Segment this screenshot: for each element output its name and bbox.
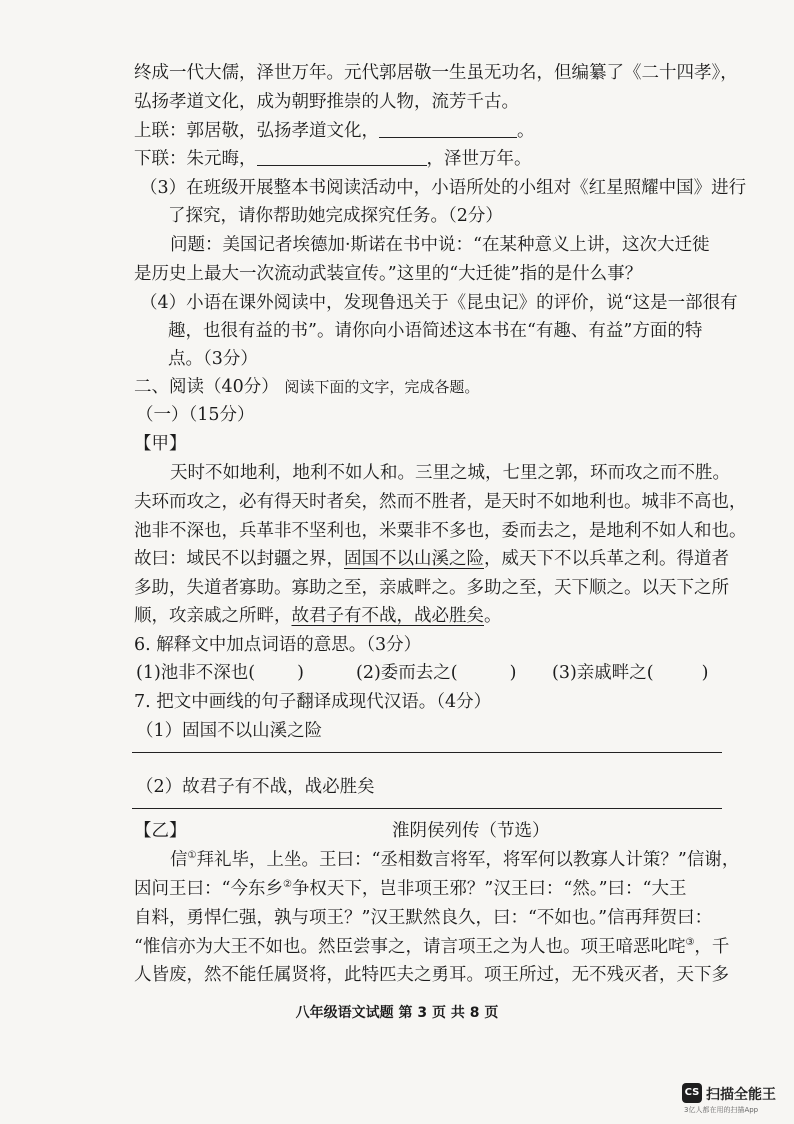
passage-jia-line-6c: 。 bbox=[484, 606, 502, 626]
passage-yi-line-4b: ，千 bbox=[694, 937, 730, 957]
passage-yi-line-2b: 争权天下，岂非项王邪？”汉王曰：“然。”曰：“大王 bbox=[291, 879, 687, 899]
passage-yi-line-2 bbox=[134, 876, 686, 902]
question-6-prompt: 6. 解释文中加点词语的意思。（3分） bbox=[134, 635, 422, 655]
underlined-sentence-2: 故君子有不战，战必胜矣 bbox=[291, 606, 484, 626]
question-6-item-3 bbox=[552, 660, 708, 686]
passage-jia-line-3: 池非不深也，兵革非不坚利也，米粟非不多也，委而去之，是地利不如人和也。 bbox=[134, 521, 747, 541]
question-4-line-2: 趣，也很有益的书”。请你向小语简述这本书在“有趣、有益”方面的特 bbox=[168, 321, 703, 341]
passage-jia-line-4 bbox=[134, 546, 729, 572]
passage-yi-line-5: 人皆废，然不能任属贤将，此特匹夫之勇耳。项王所过，无不残灭者，天下多 bbox=[134, 965, 729, 985]
scanner-app-slogan: 3亿人都在用的扫描App bbox=[684, 1106, 759, 1114]
couplet-upper-blank[interactable] bbox=[379, 119, 517, 138]
question-7-prompt: 7. 把文中画线的句子翻译成现代汉语。（4分） bbox=[134, 692, 492, 712]
question-4-line-1: （4）小语在课外阅读中，发现鲁迅关于《昆虫记》的评价，说“这是一部很有 bbox=[140, 293, 738, 313]
couplet-lower-label: 下联：朱元晦， bbox=[134, 149, 257, 169]
question-3-line-1: （3）在班级开展整本书阅读活动中，小语所处的小组对《红星照耀中国》进行 bbox=[140, 178, 747, 198]
passage-yi-line-1a: 信 bbox=[170, 850, 188, 870]
passage-yi-line-1b: 拜礼毕，上坐。王曰：“丞相数言将军，将军何以教寡人计策？”信谢， bbox=[196, 850, 740, 870]
text-line-1: 终成一代大儒，泽世万年。元代郭居敬一生虽无功名，但编纂了《二十四孝》， bbox=[134, 63, 738, 83]
text-line-2: 弘扬孝道文化，成为朝野推崇的人物，流芳千古。 bbox=[134, 92, 519, 112]
answer-line-1[interactable] bbox=[132, 752, 722, 753]
passage-yi-line-4a: “惟信亦为大王不如也。然臣尝事之，请言项王之为人也。项王喑恶叱咤 bbox=[134, 937, 686, 957]
passage-yi-line-1 bbox=[170, 847, 739, 873]
section-2-instruction: 阅读下面的文字，完成各题。 bbox=[284, 378, 480, 396]
passage-jia-label: 【甲】 bbox=[134, 434, 187, 454]
footnote-marker-1: ① bbox=[187, 850, 197, 862]
footnote-marker-2: ② bbox=[282, 879, 292, 891]
couplet-upper bbox=[134, 118, 535, 144]
question-6-item-3-close: ) bbox=[701, 663, 709, 683]
question-7-item-2: （2）故君子有不战，战必胜矣 bbox=[136, 777, 375, 797]
scanner-watermark bbox=[682, 1083, 786, 1117]
question-3-line-2: 了探究，请你帮助她完成探究任务。（2分） bbox=[168, 206, 503, 226]
camscanner-icon: CS bbox=[682, 1083, 702, 1103]
couplet-lower-end: ，泽世万年。 bbox=[426, 149, 532, 169]
question-6-item-1-text: (1)池非不深也( bbox=[136, 663, 256, 683]
passage-yi-title: 淮阴侯列传（节选） bbox=[392, 821, 550, 841]
question-6-item-1-close: ) bbox=[297, 663, 304, 683]
passage-yi-line-4 bbox=[134, 934, 729, 960]
answer-line-2[interactable] bbox=[132, 808, 722, 809]
section-2-heading bbox=[134, 374, 479, 400]
page-footer: 八年级语文试题 第 3 页 共 8 页 bbox=[295, 1005, 499, 1021]
passage-jia-line-4c: ，威天下不以兵革之利。得道者 bbox=[484, 549, 729, 569]
question-6-item-2-text: (2)委而去之( bbox=[356, 663, 458, 683]
question-7-item-1: （1）固国不以山溪之险 bbox=[136, 721, 323, 741]
passage-jia-line-2: 夫环而攻之，必有得天时者矣，然而不胜者，是天时不如地利也。城非不高也， bbox=[134, 492, 747, 512]
passage-jia-line-4a: 故曰：域民不以封疆之界， bbox=[134, 549, 344, 569]
passage-jia-line-5: 多助，失道者寡助。寡助之至，亲戚畔之。多助之至，天下顺之。以天下之所 bbox=[134, 578, 729, 598]
section-2-title: 二、阅读（40分） bbox=[134, 377, 279, 397]
couplet-lower bbox=[134, 146, 532, 172]
question-6-item-1 bbox=[136, 660, 304, 686]
question-4-line-3: 点。（3分） bbox=[168, 349, 258, 369]
passage-yi-line-3: 自料，勇悍仁强，孰与项王？”汉王默然良久，曰：“不如也。”信再拜贺曰： bbox=[134, 908, 713, 928]
couplet-upper-label: 上联：郭居敬，弘扬孝道文化， bbox=[134, 121, 379, 141]
question-6-item-2-close: ) bbox=[509, 663, 517, 683]
couplet-lower-blank[interactable] bbox=[257, 147, 427, 166]
footnote-marker-3: ③ bbox=[685, 937, 695, 949]
question-3-problem-line-1: 问题：美国记者埃德加·斯诺在书中说：“在某种意义上讲，这次大迁徙 bbox=[170, 235, 710, 255]
passage-yi-line-2a: 因问王曰：“今东乡 bbox=[134, 879, 283, 899]
scanner-app-name: 扫描全能王 bbox=[706, 1087, 776, 1103]
passage-jia-line-6a: 顺，攻亲戚之所畔， bbox=[134, 606, 292, 626]
passage-jia-line-6 bbox=[134, 603, 502, 629]
part-1-heading: （一）（15分） bbox=[136, 405, 255, 425]
passage-jia-line-1: 天时不如地利，地利不如人和。三里之城，七里之郭，环而攻之而不胜。 bbox=[170, 463, 730, 483]
underlined-sentence-1: 固国不以山溪之险 bbox=[344, 549, 484, 569]
question-6-item-2 bbox=[356, 660, 516, 686]
couplet-upper-end: 。 bbox=[517, 121, 535, 141]
question-3-problem-line-2: 是历史上最大一次流动武装宣传。”这里的“大迁徙”指的是什么事？ bbox=[134, 264, 643, 284]
passage-yi-label: 【乙】 bbox=[134, 821, 187, 841]
question-6-item-3-text: (3)亲戚畔之( bbox=[552, 663, 654, 683]
